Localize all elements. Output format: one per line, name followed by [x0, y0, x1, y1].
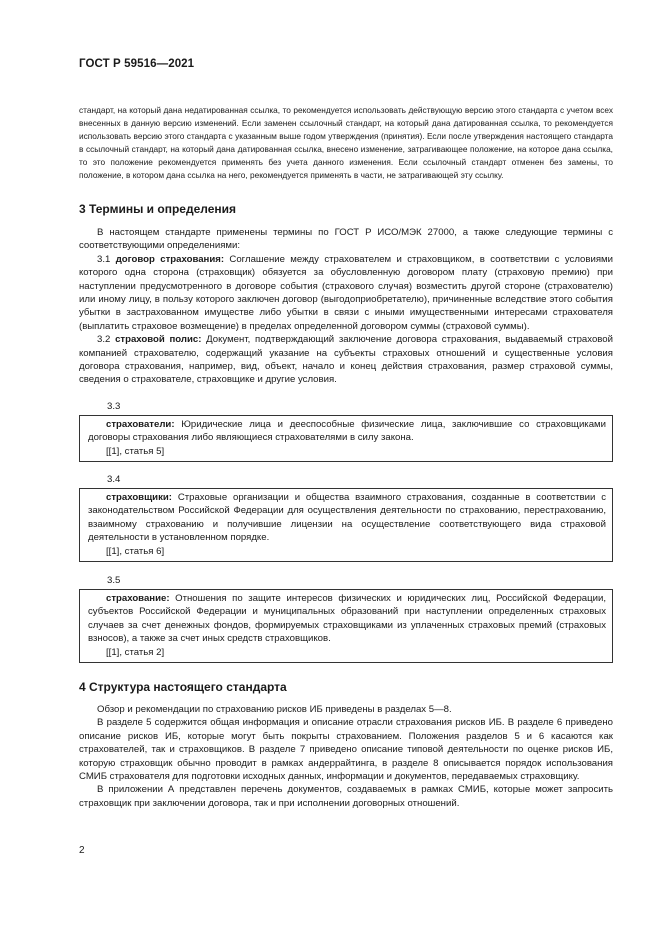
page-number: 2	[79, 845, 85, 856]
term-3-3-term: страхователи:	[106, 419, 175, 430]
term-3-3-definition: Юридические лица и дееспособные физические лица, заключившие со страховщиками договоры страхования либо являющиеся страхователями в силу закона.	[88, 419, 606, 444]
term-3-1-definition: Соглашение между страхователем и страховщиком, в соответствии с условиями которого одна сторона (страховщик) обязуется за обусловленную договором плату (страховую премию) при наступлении предусмотренного в договоре события (страхового случая) возместить другой стороне (страхователю) или иному лицу, в пользу которого заключен договор (выгодоприобретателю), причиненные вследствие этого события убытки в застрахованном имуществе либо убытки в связи с иными имущественными интересами страхователя (выплатить страховое возмещение) в пределах определенной договором суммы (страховой суммы).	[79, 253, 613, 332]
section-4-body	[79, 703, 613, 810]
term-3-1	[79, 253, 613, 333]
intro-note-text: стандарт, на который дана недатированная ссылка, то рекомендуется использовать действующую версию этого стандарта с учетом всех внесенных в данную версию изменений. Если заменен ссылочный стандарт, на который дана датированная ссылка, то рекомендуется использовать версию этого стандарта с указанным выше годом утверждения (принятия). Если после утверждения настоящего стандарта в ссылочный стандарт, на который дана датированная ссылка, внесено изменение, затрагивающее положение, на которое дана ссылка, то это положение рекомендуется применять без учета данного изменения. Если ссылочный стандарт отменен без замены, то положение, в котором дана ссылка на него, рекомендуется применять в части, не затрагивающей эту ссылку.	[79, 105, 613, 180]
section-4-heading: 4 Структура настоящего стандарта	[79, 680, 287, 694]
document-code-header: ГОСТ Р 59516—2021	[79, 58, 195, 70]
term-3-4-number: 3.4	[107, 474, 121, 485]
term-3-4-definition: Страховые организации и общества взаимного страхования, созданные в соответствии с законодательством Российской Федерации для осуществления деятельности по страхованию, перестрахованию, взаимному страхованию и получившие лицензии на осуществление соответствующего вида страховой деятельности в установленном порядке.	[88, 492, 606, 544]
section-4-paragraph: В разделе 5 содержится общая информация и описание отрасли страхования рисков ИБ. В разделе 6 приведено описание рисков ИБ, которые могут быть покрыты страхованием. Положения разделов 5 и 6 касаются как страхователей, так и страховщиков. В разделе 7 приведено описание типовой деятельности по оценке рисков ИБ, которую страховщик обычно проводит в рамках андеррайтинга, в разделе 8 описывается порядок использования СМИБ страхователя для подготовки исходных данных, информации и документов, передаваемых страховщику.	[79, 717, 613, 783]
term-3-2-definition: Документ, подтверждающий заключение договора страхования, выдаваемый страховой компанией страхователю, содержащий указание на субъекты страховых отношений и существенные условия договора страхования, например, вид, объект, начало и конец действия страхования, размер страховой суммы, сведения о страхователе, страховщике и другие условия.	[79, 334, 613, 386]
term-3-1-term: договор страхования:	[115, 253, 225, 265]
term-3-5-box	[79, 589, 613, 663]
term-3-4-text	[88, 491, 606, 545]
term-3-3-box	[79, 415, 613, 462]
term-3-2-number: 3.2	[97, 334, 111, 346]
term-3-5-term: страхование:	[106, 593, 170, 604]
term-3-1-number: 3.1	[97, 253, 111, 265]
term-3-3-number: 3.3	[107, 401, 121, 412]
term-3-5-reference: [[1], статья 2]	[106, 646, 165, 658]
section-3-heading: 3 Термины и определения	[79, 202, 237, 216]
section-4-paragraph: В приложении А представлен перечень документов, создаваемых в рамках СМИБ, которые может запросить страховщик при заключении договора, так и при исполнении договорных отношений.	[79, 784, 613, 809]
term-3-2	[79, 333, 613, 387]
term-3-4-box	[79, 488, 613, 562]
term-3-5-number: 3.5	[107, 575, 121, 586]
section-3-body	[79, 226, 613, 387]
intro-note	[79, 104, 613, 181]
term-3-3-reference: [[1], статья 5]	[106, 445, 165, 457]
term-3-5-text	[88, 592, 606, 646]
term-3-5-definition: Отношения по защите интересов физических и юридических лиц, Российской Федерации, субъектов Российской Федерации и муниципальных образований при наступлении определенных страховых случаев за счет денежных фондов, формируемых страховщиками из уплаченных страховых премий (страховых взносов), а также за счет иных средств страховщиков.	[88, 593, 606, 645]
section-4-paragraph: Обзор и рекомендации по страхованию рисков ИБ приведены в разделах 5—8.	[97, 704, 452, 715]
term-3-4-term: страховщики:	[106, 492, 172, 503]
term-3-3-text	[88, 418, 606, 445]
section-3-intro: В настоящем стандарте применены термины по ГОСТ Р ИСО/МЭК 27000, а также следующие термины с соответствующими определениями:	[79, 227, 613, 252]
term-3-2-term: страховой полис:	[115, 334, 202, 346]
term-3-4-reference: [[1], статья 6]	[106, 545, 165, 557]
